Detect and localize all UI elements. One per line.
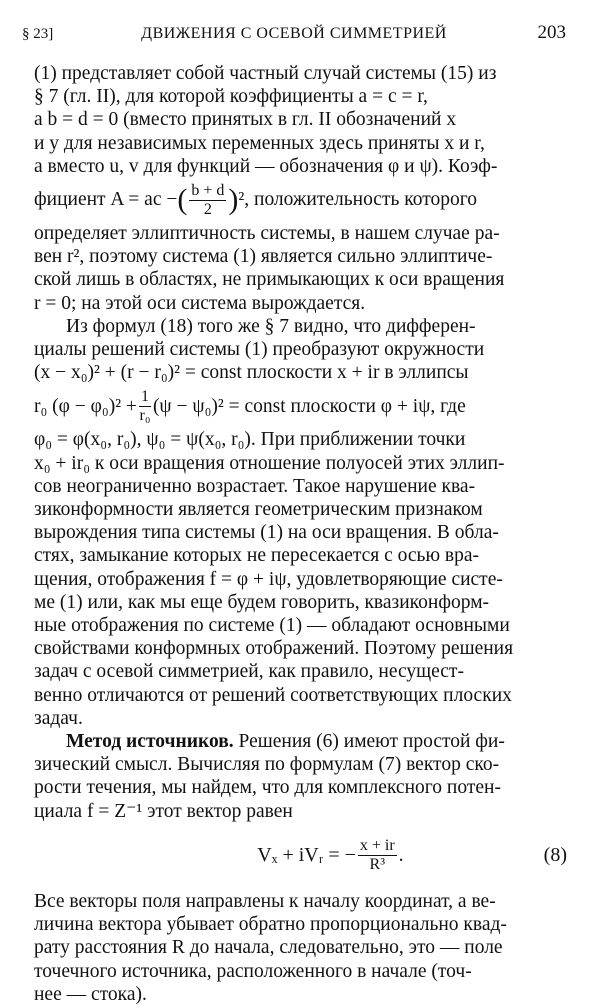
running-title: ДВИЖЕНИЯ С ОСЕВОЙ СИММЕТРИЕЙ: [141, 25, 447, 42]
fraction: [189, 182, 226, 219]
text-line: зиконформности является геометрическим признаком: [34, 499, 483, 521]
text-line: Решения (6) имеют простой фи-: [233, 731, 505, 753]
text-line: ской лишь в областях, не примыкающих к оси вращения: [34, 269, 505, 291]
text-line: определяет эллиптичность системы, в нашем случае ра-: [34, 223, 500, 245]
fraction-denominator: r₀: [139, 406, 151, 424]
text-line: точечного источника, расположенного в начале (точ-: [34, 960, 472, 982]
fraction-numerator: b + d: [191, 181, 225, 199]
paragraph-1-rest: [34, 222, 567, 315]
text-line: а вместо u, v для функций — обозначения φ и ψ). Коэф-: [34, 155, 498, 177]
equation-8: [34, 837, 567, 874]
text-line: сов неограниченно возрастает. Такое нарушение ква-: [34, 475, 476, 497]
equation-end: .: [398, 843, 404, 866]
text-line: венно отличаются от решений соответствующих плоских: [34, 684, 512, 706]
formula-line-ellipse: [34, 388, 567, 424]
text-line: циалы решений системы (1) преобразуют окружности: [34, 339, 485, 361]
section-lead-heading: Метод источников.: [66, 731, 234, 753]
formula-prefix: фициент A = ac −: [34, 189, 178, 211]
text-line: (x − x₀)² + (r − r₀)² = const плоскости x + ir в эллипсы: [34, 362, 469, 384]
fraction-numerator: 1: [140, 387, 149, 405]
formula-part-b: (ψ − ψ₀)² = const плоскости φ + iψ, где: [152, 395, 466, 417]
text-line: задач.: [34, 707, 83, 729]
text-line: рату расстояния R до начала, следовательно, это — поле: [34, 937, 503, 959]
text-line: нее — стока).: [34, 983, 147, 1005]
paragraph-4: [34, 890, 567, 1006]
text-line: задач с осевой симметрией, как правило, несущест-: [34, 661, 464, 683]
text-line: стях, замыкание которых не пересекается с осью вра-: [34, 545, 479, 567]
text-line: вен r², поэтому система (1) является сильно эллиптиче-: [34, 246, 493, 268]
paragraph-2-rest: [34, 428, 567, 730]
text-line: зический смысл. Вычисляя по формулам (7) вектор ско-: [34, 754, 500, 776]
text-line: Все векторы поля направлены к началу координат, а ве-: [34, 890, 496, 912]
text-line: и y для независимых переменных здесь приняты x и r,: [34, 132, 485, 154]
fraction-denominator: 2: [203, 200, 212, 218]
formula-line-coefficient: фициент A = ac − ( $\frac{b + d}{2}$ ) ², положительность которого: [34, 181, 478, 218]
text-line: циала f = Z⁻¹ этот вектор равен: [34, 800, 293, 822]
text-line: (1) представляет собой частный случай системы (15) из: [34, 63, 497, 84]
equation-expression: [257, 837, 403, 874]
text-line: Из формул (18) того же § 7 видно, что дифферен-: [66, 315, 476, 337]
text-line: свойствами конформных отображений. Поэтому решения: [34, 638, 514, 660]
text-line: ные отображения по системе (1) — обладают основными: [34, 615, 510, 637]
formula-suffix: ², положительность которого: [238, 189, 478, 211]
fraction: [358, 837, 397, 874]
fraction: [139, 388, 151, 425]
equation-number: (8): [543, 843, 567, 866]
text-line: ме (1) или, как мы еще будем говорить, квазиконформ-: [34, 591, 490, 613]
text-line: рости течения, мы найдем, что для комплексного потен-: [34, 777, 501, 799]
text-line: вырождения типа системы (1) на оси вращения. В обла-: [34, 522, 499, 544]
text-line: § 7 (гл. II), для которой коэффициенты a = c = r,: [34, 86, 428, 108]
text-line: щения, отображения f = φ + iψ, удовлетворяющие систе-: [34, 568, 503, 590]
fraction-denominator: R³: [369, 855, 385, 873]
text-line: φ₀ = φ(x₀, r₀), ψ₀ = ψ(x₀, r₀). При приближении точки: [34, 429, 466, 451]
text-line: x₀ + ir₀ к оси вращения отношение полуосей этих эллип-: [34, 452, 505, 474]
text-line: a b = d = 0 (вместо принятых в гл. II обозначений x: [34, 109, 457, 131]
page-header: [22, 22, 566, 50]
paragraph-3: [34, 730, 567, 823]
paragraph-2: [34, 315, 567, 385]
page-body: [34, 62, 567, 1006]
formula-part-a: r₀ (φ − φ₀)² +: [34, 395, 137, 417]
page-number: 203: [537, 22, 566, 43]
paragraph-1: [34, 62, 567, 178]
text-line: r = 0; на этой оси система вырождается.: [34, 292, 366, 314]
equation-lhs: Vₓ + iVᵣ = −: [257, 843, 356, 866]
section-marker: § 23]: [22, 26, 54, 42]
text-line: личина вектора убывает обратно пропорционально квад-: [34, 914, 507, 936]
fraction-numerator: x + ir: [359, 836, 395, 854]
